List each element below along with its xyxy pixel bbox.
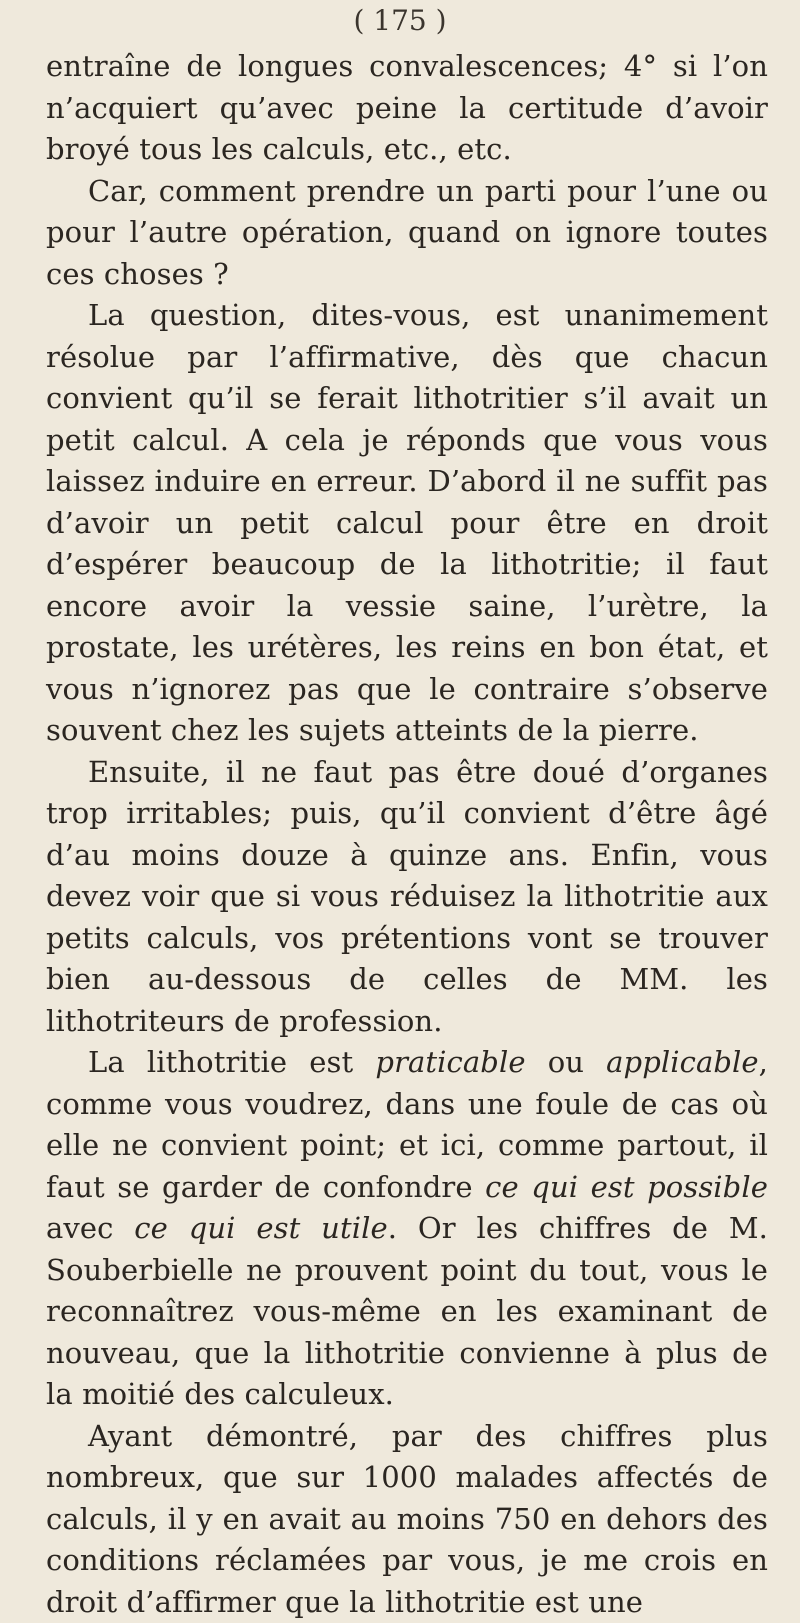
text-run: Car, comment prendre un parti pour l’une ou pour l’autre opération, quand on ignore toutes ces choses ? — [46, 174, 768, 291]
text-run: , comme vous voudrez, dans une foule de cas où elle ne convient point; et ici, comme partout, il faut se garder de confondre — [46, 1045, 768, 1204]
italic-run: praticable — [375, 1045, 525, 1079]
paragraph-6 — [46, 1416, 768, 1623]
italic-run: ce qui est utile — [134, 1211, 387, 1245]
text-run: avec — [46, 1211, 134, 1245]
page-number: ( 175 ) — [0, 4, 800, 37]
body-text — [46, 46, 768, 1623]
text-run: La question, dites-vous, est unanimement résolue par l’affirmative, dès que chacun convient qu’il se ferait lithotritier s’il avait un petit calcul. A cela je réponds que vous vous laissez induire en erreur. D’abord il ne suffit pas d’avoir un petit calcul pour être en droit d’espérer beaucoup de la lithotritie; il faut encore avoir la vessie saine, l’urètre, la prostate, les urétères, les reins en bon état, et vous n’ignorez pas que le contraire s’observe souvent chez les sujets atteints de la pierre. — [46, 298, 768, 747]
text-run: entraîne de longues convalescences; 4° si l’on n’acquiert qu’avec peine la certitude d’avoir broyé tous les calculs, etc., etc. — [46, 49, 768, 166]
paragraph-5 — [46, 1042, 768, 1416]
text-run: . Or les chiffres de M. Souberbielle ne prouvent point du tout, vous le reconnaîtrez vous-même en les examinant de nouveau, que la lithotritie convienne à plus de la moitié des calculeux. — [46, 1211, 768, 1411]
italic-run: applicable — [606, 1045, 759, 1079]
paragraph-2 — [46, 171, 768, 296]
text-run: La lithotritie est — [88, 1045, 375, 1079]
text-run: Ensuite, il ne faut pas être doué d’organes trop irritables; puis, qu’il convient d’être âgé d’au moins douze à quinze ans. Enfin, vous devez voir que si vous réduisez la lithotritie aux petits calculs, vos prétentions vont se trouver bien au-dessous de celles de MM. les lithotriteurs de profession. — [46, 755, 768, 1038]
paragraph-4 — [46, 752, 768, 1043]
paragraph-3 — [46, 295, 768, 752]
paragraph-1 — [46, 46, 768, 171]
italic-run: ce qui est possible — [485, 1170, 768, 1204]
text-run: Ayant démontré, par des chiffres plus nombreux, que sur 1000 malades affectés de calculs, il y en avait au moins 750 en dehors des conditions réclamées par vous, je me crois en droit d’affirmer que la lithotritie est une — [46, 1419, 768, 1619]
text-run: ou — [526, 1045, 607, 1079]
